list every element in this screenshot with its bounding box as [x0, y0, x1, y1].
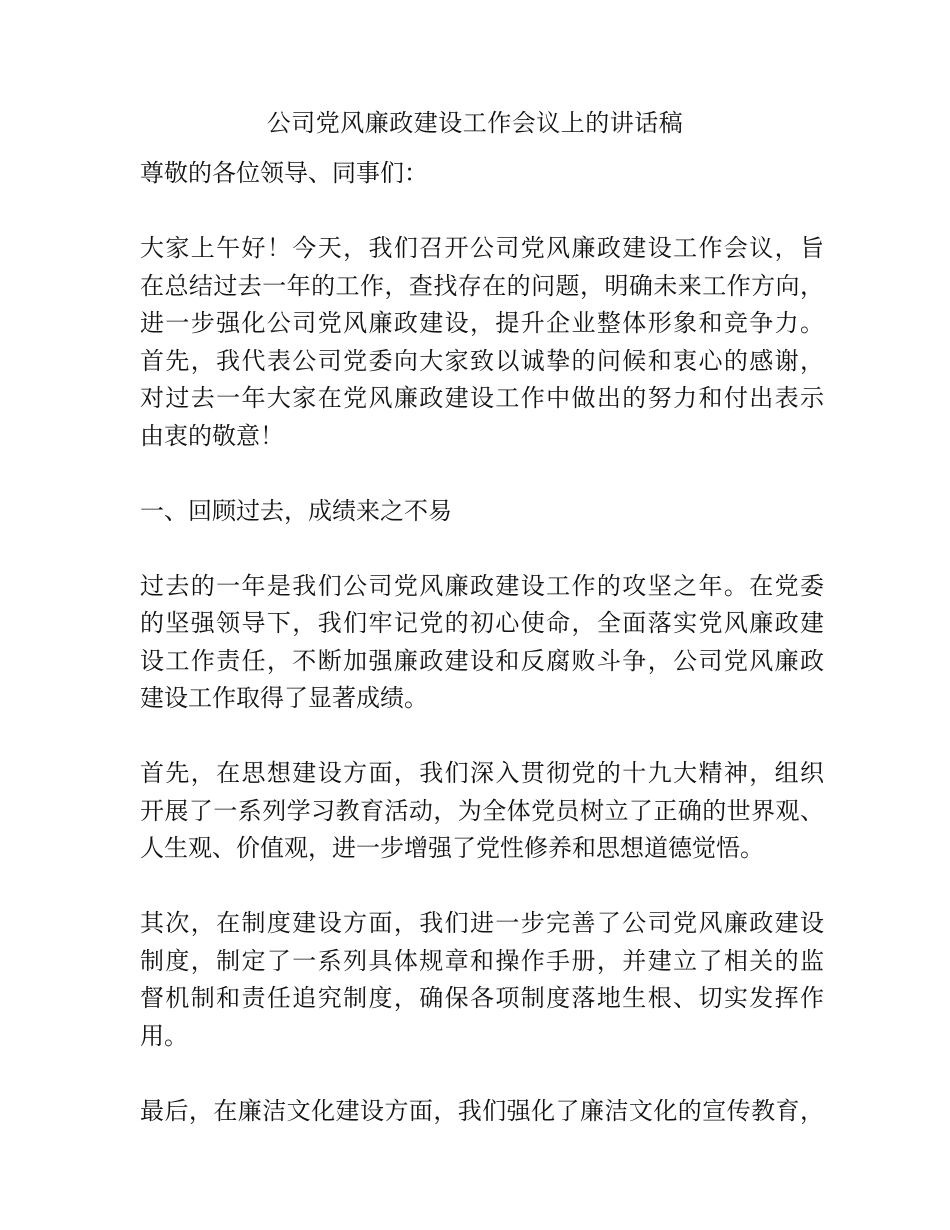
paragraph-line: 过去的一年是我们公司党风廉政建设工作的攻坚之年。在党委 — [140, 571, 824, 600]
paragraph-salutation — [140, 155, 824, 193]
paragraph-line: 用。 — [140, 1021, 188, 1050]
paragraph-line: 大家上午好！今天，我们召开公司党风廉政建设工作会议，旨 — [140, 234, 824, 262]
paragraph-line: 督机制和责任追究制度，确保各项制度落地生根、切实发挥作 — [140, 984, 824, 1012]
paragraph-line: 首先，在思想建设方面，我们深入贯彻党的十九大精神，组织 — [140, 759, 824, 787]
section-heading-text: 一、回顾过去，成绩来之不易 — [140, 496, 452, 525]
paragraph-line: 尊敬的各位领导、同事们： — [140, 159, 428, 187]
paragraph-opening — [140, 230, 824, 455]
paragraph-line: 其次，在制度建设方面，我们进一步完善了公司党风廉政建设 — [140, 909, 824, 937]
paragraph-line: 进一步强化公司党风廉政建设，提升企业整体形象和竞争力。 — [140, 309, 824, 337]
section-heading — [140, 493, 824, 531]
paragraph-system — [140, 905, 824, 1055]
document-title: 公司党风廉政建设工作会议上的讲话稿 — [266, 109, 684, 137]
paragraph-line: 设工作责任，不断加强廉政建设和反腐败斗争，公司党风廉政 — [140, 646, 824, 675]
paragraph-culture — [140, 1093, 824, 1131]
paragraph-line: 制度，制定了一系列具体规章和操作手册，并建立了相关的监 — [140, 946, 824, 975]
paragraph-ideology — [140, 755, 824, 868]
paragraph-line: 建设工作取得了显著成绩。 — [140, 684, 428, 712]
paragraph-line: 最后，在廉洁文化建设方面，我们强化了廉洁文化的宣传教育， — [140, 1096, 824, 1125]
paragraph-line: 人生观、价值观，进一步增强了党性修养和思想道德觉悟。 — [140, 834, 764, 862]
document-body — [140, 155, 824, 1168]
paragraph-line: 由衷的敬意！ — [140, 421, 284, 450]
paragraph-line: 对过去一年大家在党风廉政建设工作中做出的努力和付出表示 — [140, 384, 824, 412]
paragraph-line: 首先，我代表公司党委向大家致以诚挚的问候和衷心的感谢， — [140, 346, 824, 375]
paragraph-line: 开展了一系列学习教育活动，为全体党员树立了正确的世界观、 — [140, 796, 824, 825]
paragraph-review — [140, 568, 824, 718]
paragraph-line: 在总结过去一年的工作，查找存在的问题，明确未来工作方向， — [140, 271, 824, 300]
paragraph-line: 的坚强领导下，我们牢记党的初心使命，全面落实党风廉政建 — [140, 609, 824, 637]
